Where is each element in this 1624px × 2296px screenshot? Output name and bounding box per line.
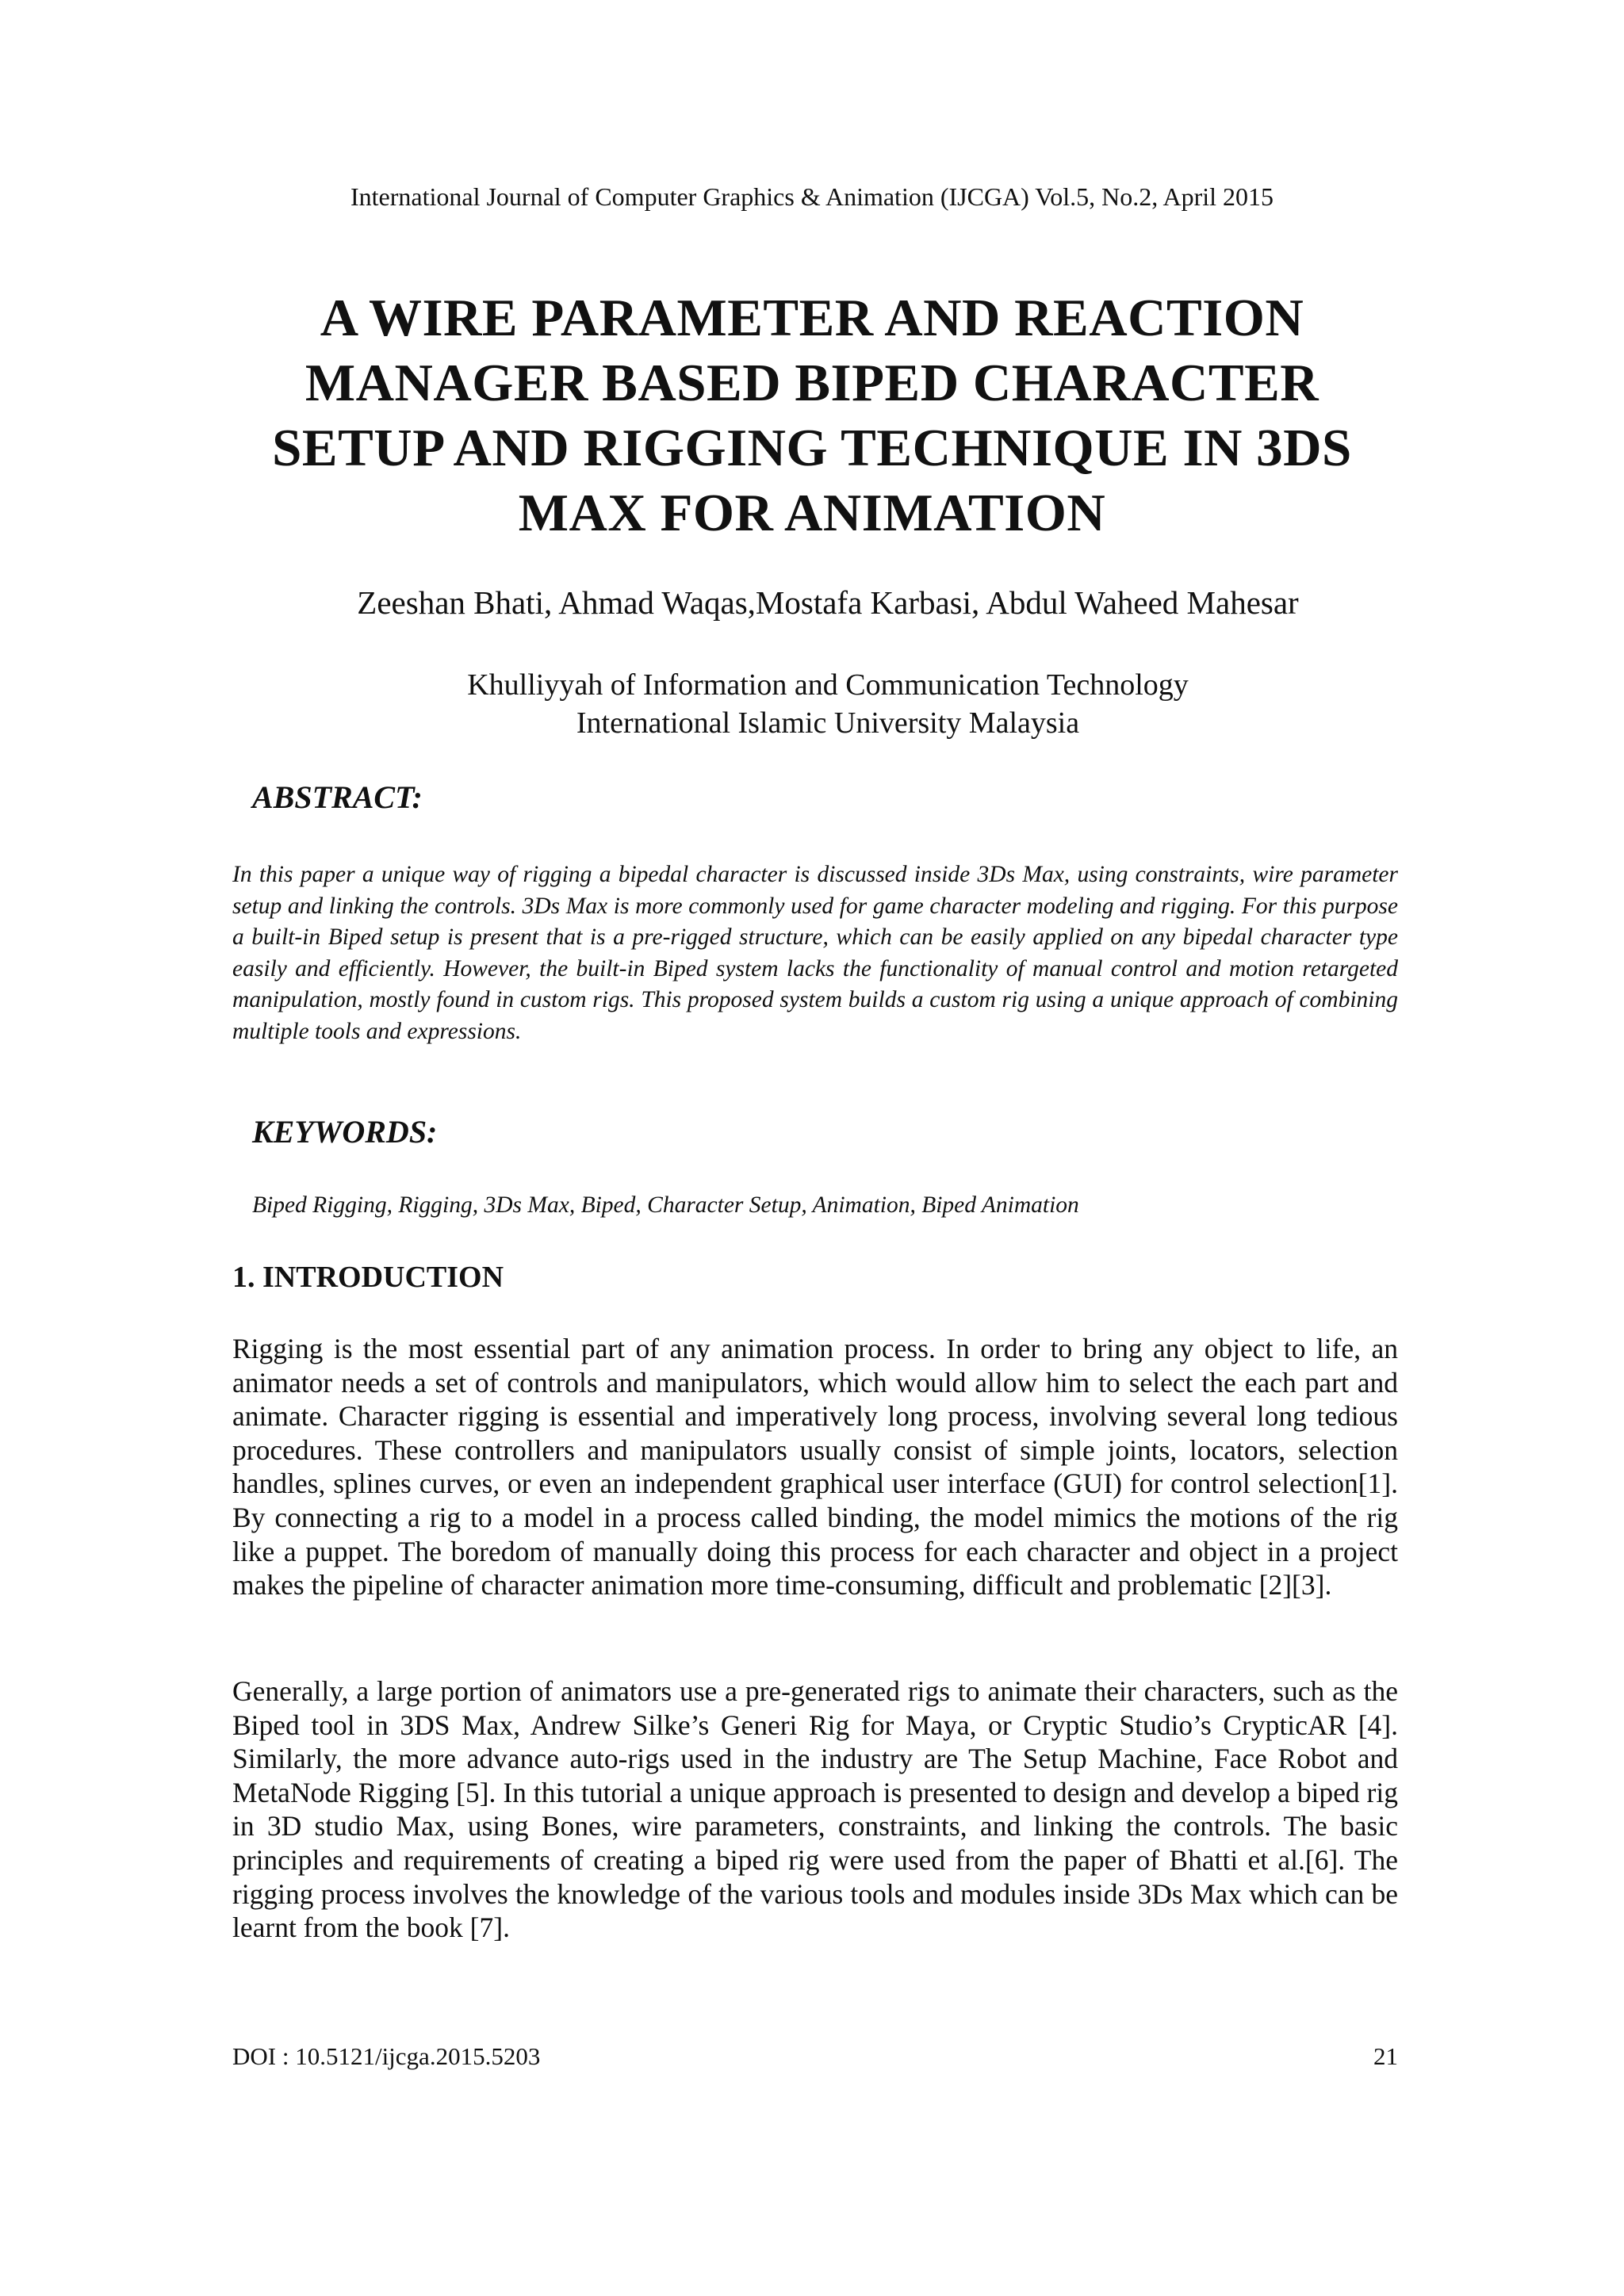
abstract-text: In this paper a unique way of rigging a bipedal character is discussed inside 3Ds Max, using constraints, wire parameter setup and linking the controls. 3Ds Max is more commonly used for game character modeling and rigging. For this purpose a built-in Biped setup is present that is a pre-rigged structure, which can be easily applied on any bipedal character type easily and efficiently. However, the built-in Biped system lacks the functionality of manual control and motion retargeted manipulation, mostly found in custom rigs. This proposed system builds a custom rig using a unique approach of combining multiple tools and expressions. [232,862,1398,1044]
body-paragraph: Generally, a large portion of animators use a pre-generated rigs to animate their characters, such as the Biped tool in 3DS Max, Andrew Silke’s Generi Rig for Maya, or Cryptic Studio’s CrypticAR [4]. Similarly, the more advance auto-rigs used in the industry are The Setup Machine, Face Robot and MetaNode Rigging [5]. In this tutorial a unique approach is presented to design and develop a biped rig in 3D studio Max, using Bones, wire parameters, constraints, and linking the controls. The basic principles and requirements of creating a biped rig were used from the paper of Bhatti et al.[6]. The rigging process involves the knowledge of the various tools and modules inside 3Ds Max which can be learnt from the book [7]. [232,1675,1398,1944]
affiliation-line-2: International Islamic University Malaysia [576,706,1080,740]
title-line: MANAGER BASED BIPED CHARACTER [304,354,1320,412]
title-line: MAX FOR ANIMATION [518,484,1106,542]
author-list: Zeeshan Bhati, Ahmad Waqas,Mostafa Karbasi, Abdul Waheed Mahesar [357,584,1299,621]
section-heading-introduction: 1. INTRODUCTION [232,1261,504,1294]
affiliation-line-1: Khulliyyah of Information and Communication Technology [467,668,1189,702]
journal-header: International Journal of Computer Graphics & Animation (IJCGA) Vol.5, No.2, April 2015 [350,182,1274,211]
paper-title [159,285,1465,545]
page-number: 21 [1373,2042,1398,2070]
keywords-heading: KEYWORDS: [252,1114,438,1150]
body-paragraph: Rigging is the most essential part of any animation process. In order to bring any object to life, an animator needs a set of controls and manipulators, which would allow him to select the each part and animate. Character rigging is essential and imperatively long process, involving several long tedious procedures. These controllers and manipulators usually consist of simple joints, locators, selection handles, splines curves, or even an independent graphical user interface (GUI) for control selection[1]. By connecting a rig to a model in a process called binding, the model mimics the motions of the rig like a puppet. The boredom of manually doing this process for each character and object in a project makes the pipeline of character animation more time-consuming, difficult and problematic [2][3]. [232,1333,1398,1601]
footer-doi: DOI : 10.5121/ijcga.2015.5203 [232,2042,541,2070]
title-line: A WIRE PARAMETER AND REACTION [320,289,1304,347]
keywords-text: Biped Rigging, Rigging, 3Ds Max, Biped, Character Setup, Animation, Biped Animation [252,1192,1079,1218]
affiliation [0,666,1624,742]
title-line: SETUP AND RIGGING TECHNIQUE IN 3DS [272,419,1352,477]
abstract-heading: ABSTRACT: [252,779,423,815]
